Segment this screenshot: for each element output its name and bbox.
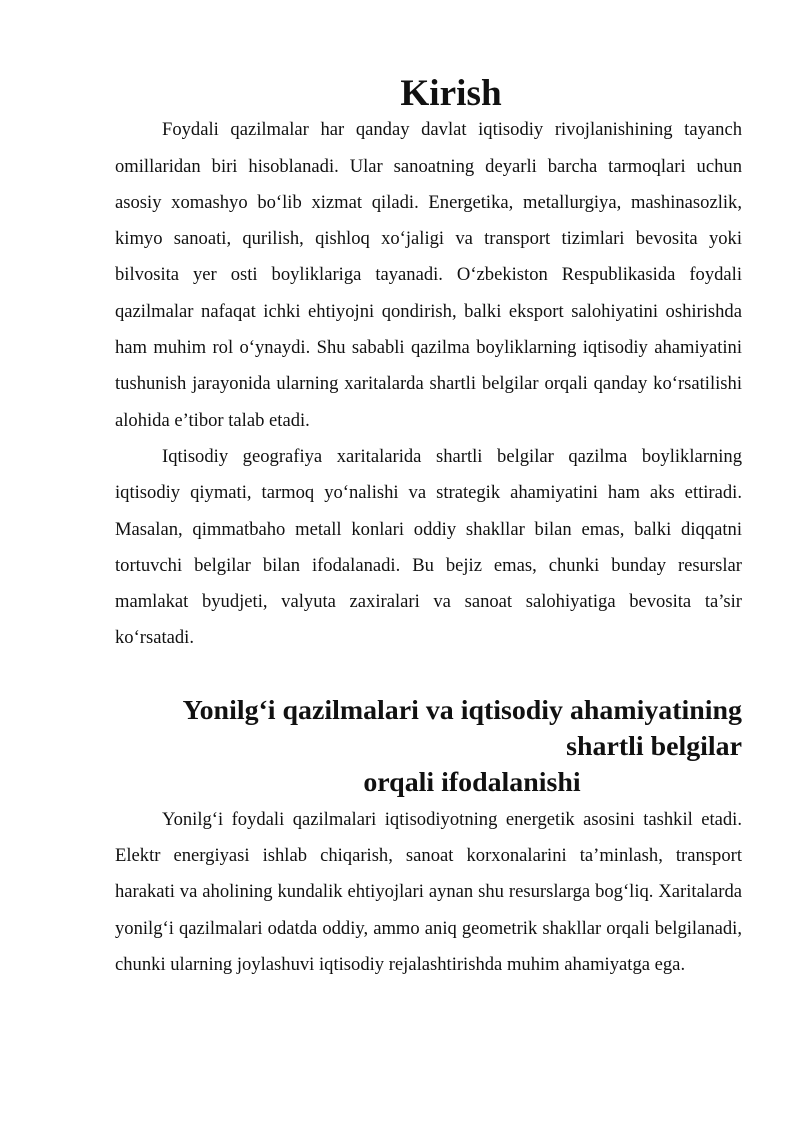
section-heading xyxy=(115,693,742,802)
section-heading-line-1: Yonilg‘i qazilmalari va iqtisodiy ahamiyatining shartli belgilar xyxy=(182,694,742,763)
intro-paragraph-1: Foydali qazilmalar har qanday davlat iqtisodiy rivojlanishining tayanch omillaridan biri hisoblanadi. Ular sanoatning deyarli barcha tarmoqlari uchun asosiy xomashyo bo‘lib xizmat qiladi. Energetika, metallurgiya, mashinasozlik, kimyo sanoati, qurilish, qishloq xo‘jaligi va transport tizimlari bevosita yoki bilvosita yer osti boyliklariga tayanadi. O‘zbekiston Respublikasida foydali qazilmalar nafaqat ichki ehtiyojni qondirish, balki eksport salohiyatini oshirishda ham muhim rol o‘ynaydi. Shu sababli qazilma boyliklarning iqtisodiy ahamiyatini tushunish jarayonida ularning xaritalarda shartli belgilar orqali qanday ko‘rsatilishi alohida e’tibor talab etadi. xyxy=(115,119,742,431)
document-page xyxy=(115,73,742,983)
section-spacer xyxy=(115,657,742,693)
section-paragraph-1: Yonilg‘i foydali qazilmalari iqtisodiyotning energetik asosini tashkil etadi. Elektr energiyasi ishlab chiqarish, sanoat korxonalarini ta’minlash, transport harakati va aholining kundalik ehtiyojlari aynan shu resurslarga bog‘liq. Xaritalarda yonilg‘i qazilmalari odatda oddiy, ammo aniq geometrik shakllar orqali belgilanadi, chunki ularning joylashuvi iqtisodiy rejalashtirishda muhim ahamiyatga ega. xyxy=(115,808,742,975)
section-heading-line-2: orqali ifodalanishi xyxy=(363,767,581,799)
intro-paragraph-2: Iqtisodiy geografiya xaritalarida shartli belgilar qazilma boyliklarning iqtisodiy qiymati, tarmoq yo‘nalishi va strategik ahamiyatini ham aks ettiradi. Masalan, qimmatbaho metall konlari oddiy shakllar bilan emas, balki diqqatni tortuvchi belgilar bilan ifodalanadi. Bu bejiz emas, chunki bunday resurslar mamlakat byudjeti, valyuta zaxiralari va sanoat salohiyatiga bevosita ta’sir ko‘rsatadi. xyxy=(115,445,742,649)
page-title: Kirish xyxy=(400,73,502,114)
